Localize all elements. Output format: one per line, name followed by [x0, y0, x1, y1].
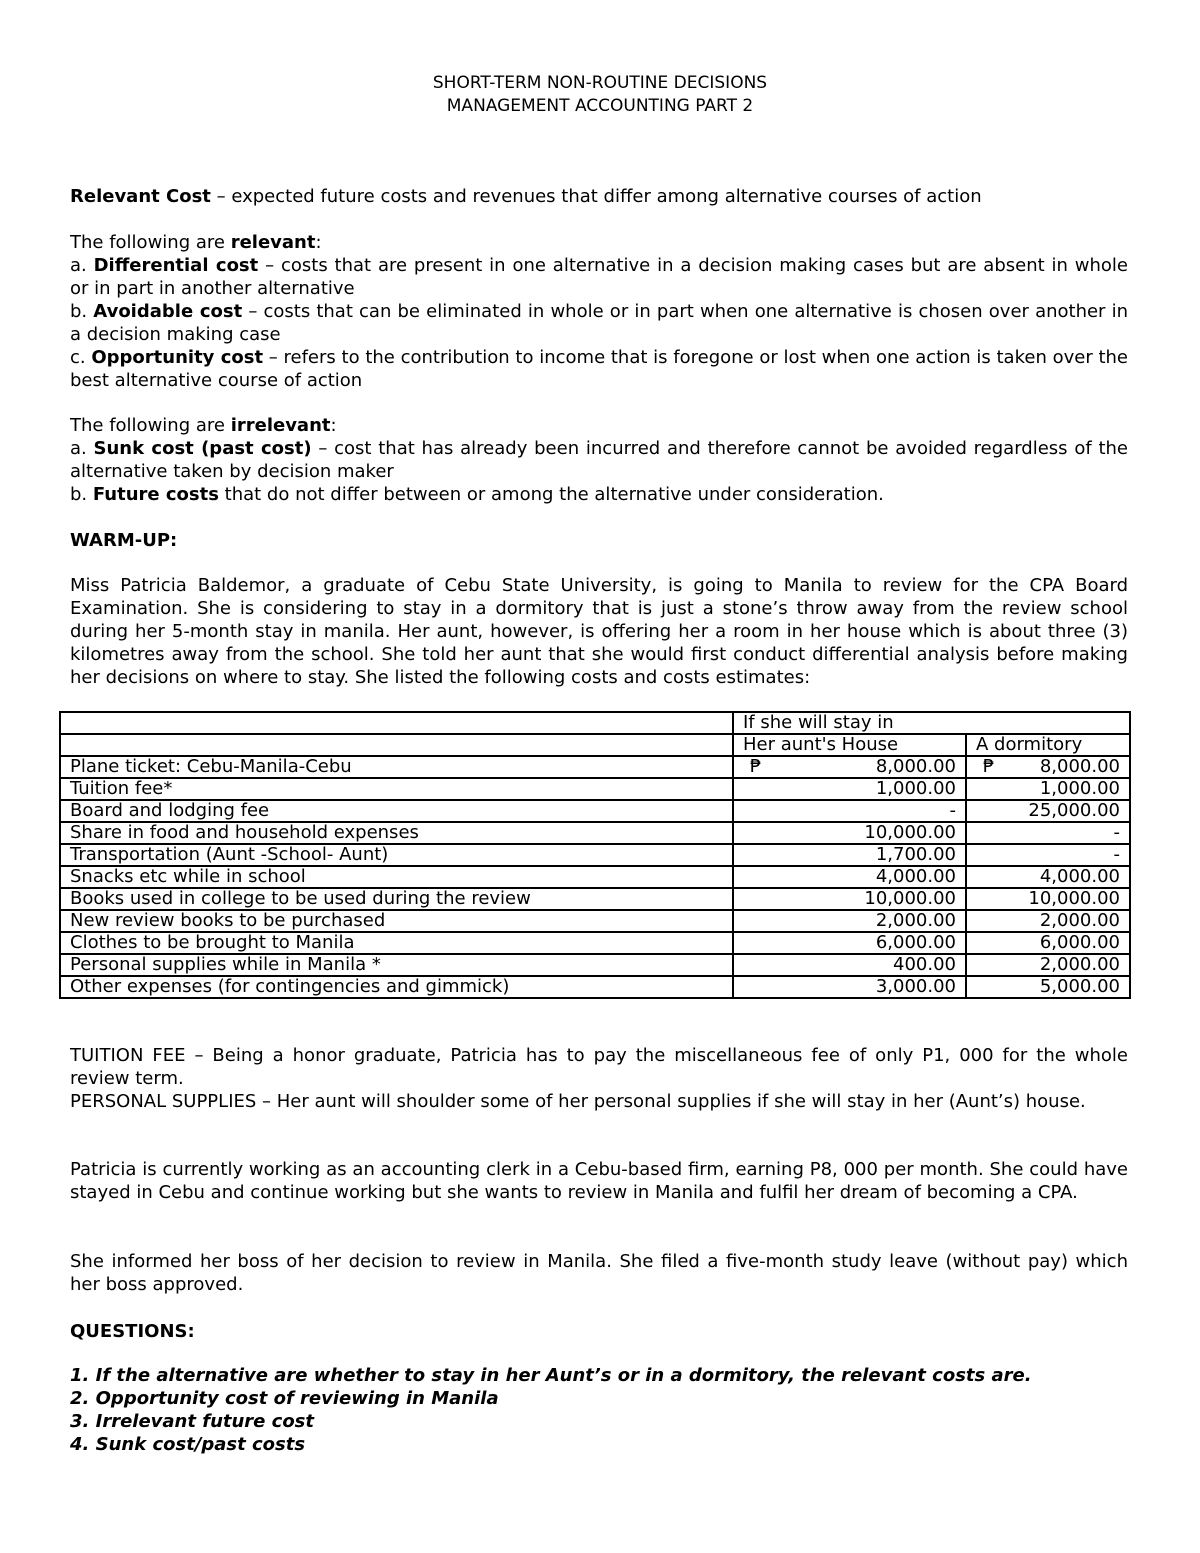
column-header-dorm: A dormitory	[966, 734, 1130, 756]
column-header-aunt: Her aunt's House	[733, 734, 966, 756]
dorm-value: 6,000.00	[966, 932, 1130, 954]
relevant-item-opportunity	[70, 346, 1128, 392]
item-term: Future costs	[92, 484, 219, 505]
dorm-value: 10,000.00	[966, 888, 1130, 910]
question-item: 3. Irrelevant future cost	[70, 1411, 315, 1432]
row-label: New review books to be purchased	[60, 910, 733, 932]
relevant-intro	[70, 231, 1128, 254]
note-tuition-fee: TUITION FEE – Being a honor graduate, Patricia has to pay the miscellaneous fee of only P1, 000 for the whole review term.	[70, 1045, 1128, 1089]
row-label: Plane ticket: Cebu-Manila-Cebu	[60, 756, 733, 778]
dorm-value: 2,000.00	[966, 910, 1130, 932]
row-label: Board and lodging fee	[60, 800, 733, 822]
item-term: Opportunity cost	[91, 347, 264, 368]
table-group-header: If she will stay in	[733, 712, 1130, 734]
aunt-value: 6,000.00	[733, 932, 966, 954]
aunt-value: 3,000.00	[733, 976, 966, 998]
row-label: Books used in college to be used during the review	[60, 888, 733, 910]
peso-sign: ₱	[750, 756, 762, 777]
item-letter: b.	[70, 484, 93, 505]
document-title-line-1: SHORT-TERM NON-ROUTINE DECISIONS	[432, 73, 768, 93]
note-current-work: Patricia is currently working as an accounting clerk in a Cebu-based firm, earning P8, 000 per month. She could have stayed in Cebu and continue working but she wants to review in Manila and fulfil her dream of becoming a CPA.	[70, 1159, 1128, 1203]
warmup-paragraph: Miss Patricia Baldemor, a graduate of Cebu State University, is going to Manila to review for the CPA Board Examination. She is considering to stay in a dormitory that is just a stone’s throw away from the review school during her 5-month stay in manila. Her aunt, however, is offering her a room in her house which is about three (3) kilometres away from the school. She told her aunt that she would first conduct differential analysis before making her decisions on where to stay. She listed the following costs and costs estimates:	[70, 575, 1128, 688]
table-row	[60, 822, 1130, 844]
item-letter: c.	[70, 347, 92, 368]
table-group-header-row	[60, 712, 1130, 734]
table-row	[60, 932, 1130, 954]
irrelevant-item-sunk	[70, 437, 1128, 483]
row-label: Personal supplies while in Manila *	[60, 954, 733, 976]
irrelevant-item-future	[70, 483, 1128, 506]
item-text: – costs that can be eliminated in whole or in part when one alternative is chosen over another in a decision making case	[70, 301, 1129, 345]
table-row	[60, 844, 1130, 866]
row-label: Share in food and household expenses	[60, 822, 733, 844]
table-row	[60, 954, 1130, 976]
irrelevant-intro	[70, 414, 1128, 437]
dorm-value: 2,000.00	[966, 954, 1130, 976]
warmup-heading: WARM-UP:	[70, 530, 178, 551]
table-header-blank	[60, 734, 733, 756]
table-row	[60, 778, 1130, 800]
aunt-amount: 8,000.00	[875, 756, 956, 777]
note-study-leave: She informed her boss of her decision to review in Manila. She filed a five-month study leave (without pay) which her boss approved.	[70, 1251, 1128, 1295]
item-letter: a.	[70, 255, 94, 276]
item-text: – costs that are present in one alternative in a decision making cases but are absent in whole or in part in another alternative	[70, 255, 1128, 299]
item-text: – cost that has already been incurred and therefore cannot be avoided regardless of the alternative taken by decision maker	[70, 438, 1128, 482]
dorm-value: -	[966, 822, 1130, 844]
dorm-amount: 8,000.00	[1039, 756, 1120, 777]
table-row	[60, 910, 1130, 932]
table-row	[60, 756, 1130, 778]
relevant-cost-definition	[70, 185, 1128, 208]
relevant-intro-prefix: The following are	[70, 232, 231, 253]
aunt-value: 10,000.00	[733, 822, 966, 844]
table-row	[60, 866, 1130, 888]
aunt-value: 10,000.00	[733, 888, 966, 910]
aunt-value	[733, 756, 966, 778]
question-item: 1. If the alternative are whether to stay in her Aunt’s or in a dormitory, the relevant costs are.	[70, 1365, 1032, 1386]
relevant-intro-keyword: relevant	[230, 232, 316, 253]
irrelevant-intro-prefix: The following are	[70, 415, 231, 436]
row-label: Transportation (Aunt -School- Aunt)	[60, 844, 733, 866]
note-personal-supplies: PERSONAL SUPPLIES – Her aunt will shoulder some of her personal supplies if she will stay in her (Aunt’s) house.	[70, 1091, 1086, 1112]
irrelevant-intro-suffix: :	[330, 415, 337, 436]
aunt-value: 2,000.00	[733, 910, 966, 932]
question-item: 2. Opportunity cost of reviewing in Manila	[70, 1388, 499, 1409]
row-label: Other expenses (for contingencies and gimmick)	[60, 976, 733, 998]
aunt-value: -	[733, 800, 966, 822]
irrelevant-intro-keyword: irrelevant	[230, 415, 331, 436]
dorm-value: 1,000.00	[966, 778, 1130, 800]
questions-heading: QUESTIONS:	[70, 1321, 195, 1342]
item-letter: a.	[70, 438, 94, 459]
table-header-blank	[60, 712, 733, 734]
questions-list	[70, 1364, 1128, 1456]
relevant-intro-suffix: :	[315, 232, 322, 253]
table-row	[60, 976, 1130, 998]
item-letter: b.	[70, 301, 94, 322]
dorm-value: 5,000.00	[966, 976, 1130, 998]
item-text: – refers to the contribution to income that is foregone or lost when one action is taken over the best alternative course of action	[70, 347, 1128, 391]
aunt-value: 400.00	[733, 954, 966, 976]
aunt-value: 4,000.00	[733, 866, 966, 888]
row-label: Snacks etc while in school	[60, 866, 733, 888]
document-title-line-2: MANAGEMENT ACCOUNTING PART 2	[446, 96, 754, 116]
dorm-value: 25,000.00	[966, 800, 1130, 822]
dorm-value	[966, 756, 1130, 778]
question-item: 4. Sunk cost/past costs	[70, 1434, 306, 1455]
peso-sign: ₱	[983, 756, 995, 777]
dorm-value: -	[966, 844, 1130, 866]
item-term: Differential cost	[93, 255, 259, 276]
row-label: Tuition fee*	[60, 778, 733, 800]
relevant-item-differential	[70, 254, 1128, 300]
cost-table	[59, 711, 1131, 999]
relevant-item-avoidable	[70, 300, 1128, 346]
relevant-cost-term: Relevant Cost	[70, 186, 211, 207]
aunt-value: 1,700.00	[733, 844, 966, 866]
item-term: Avoidable cost	[93, 301, 243, 322]
item-text: that do not differ between or among the alternative under consideration.	[218, 484, 884, 505]
aunt-value: 1,000.00	[733, 778, 966, 800]
row-label: Clothes to be brought to Manila	[60, 932, 733, 954]
item-term: Sunk cost (past cost)	[93, 438, 312, 459]
relevant-cost-text: – expected future costs and revenues that differ among alternative courses of action	[210, 186, 982, 207]
dorm-value: 4,000.00	[966, 866, 1130, 888]
table-row	[60, 888, 1130, 910]
table-row	[60, 800, 1130, 822]
table-column-header-row	[60, 734, 1130, 756]
